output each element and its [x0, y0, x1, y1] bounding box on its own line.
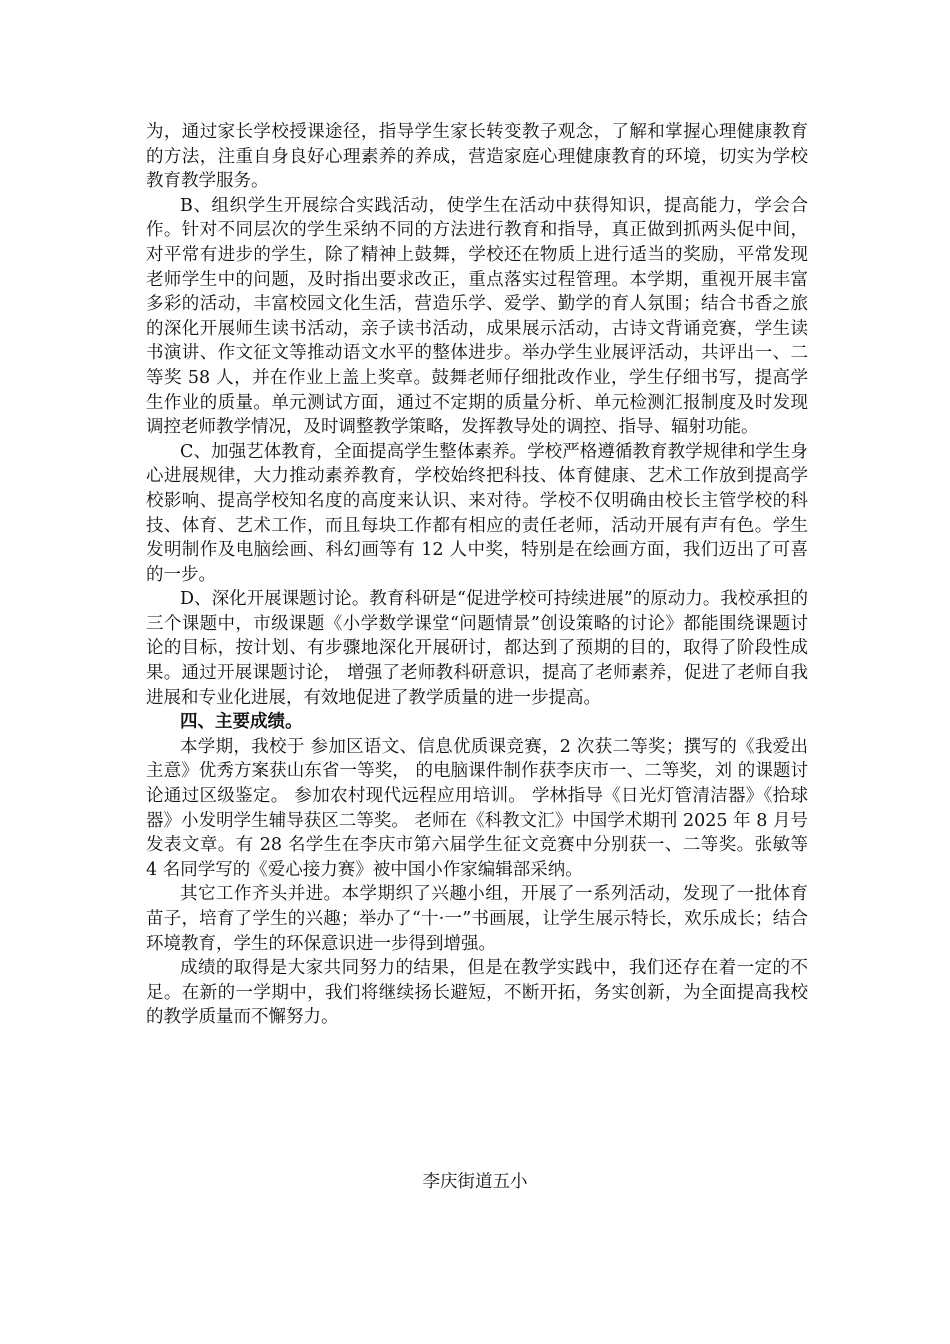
signature: 李庆街道五小	[422, 1172, 528, 1192]
paragraph-other-work: 其它工作齐头并进。本学期织了兴趣小组，开展了一系列活动，发现了一批体育苗子，培育了学生的兴趣；举办了“十·一”书画展，让学生展示特长，欢乐成长；结合环境教育，学生的环保意识进一步得到增强。	[146, 884, 808, 954]
paragraph-d-research: D、深化开展课题讨论。教育科研是“促进学校可持续进展”的原动力。我校承担的三个课题中，市级课题《小学数学课堂“问题情景”创设策略的讨论》都能围绕课题讨论的目标，按计划、有步骤地深化开展研讨，都达到了预期的目的，取得了阶段性成果。通过开展课题讨论， 增强了老师教科研意识，提高了老师素养，促进了老师自我进展和专业化进展，有效地促进了教学质量的进一步提高。	[146, 589, 808, 708]
paragraph-continuation: 为，通过家长学校授课途径，指导学生家长转变教子观念，了解和掌握心理健康教育的方法，注重自身良好心理素养的养成，营造家庭心理健康教育的环境，切实为学校教育教学服务。	[146, 122, 808, 192]
document-body	[146, 120, 808, 1030]
paragraph-conclusion: 成绩的取得是大家共同努力的结果，但是在教学实践中，我们还存在着一定的不足。在新的一学期中，我们将继续扬长避短，不断开拓，务实创新，为全面提高我校的教学质量而不懈努力。	[146, 958, 808, 1028]
section-heading-achievements: 四、主要成绩。	[180, 712, 303, 733]
paragraph-c-arts-education: C、加强艺体教育，全面提高学生整体素养。学校严格遵循教育教学规律和学生身心进展规律，大力推动素养教育，学校始终把科技、体育健康、艺术工作放到提高学校影响、提高学校知名度的高度来认识、来对待。学校不仅明确由校长主管学校的科技、体育、艺术工作，而且每块工作都有相应的责任老师，活动开展有声有色。学生发明制作及电脑绘画、科幻画等有 12 人中奖，特别是在绘画方面，我们迈出了可喜的一步。	[146, 441, 808, 585]
paragraph-achievements: 本学期，我校于 参加区语文、信息优质课竞赛，2 次获二等奖；撰写的《我爱出主意》优秀方案获山东省一等奖， 的电脑课件制作获李庆市一、二等奖，刘 的课题讨论通过区级鉴定。 参加农村现代远程应用培训。 学林指导《日光灯管清洁器》《拾球器》小发明学生辅导获区二等奖。 老师在《科教文汇》中国学术期刊 2025 年 8 月号发表文章。有 28 名学生在李庆市第六届学生征文竞赛中分别获一、二等奖。张敏等 4 名同学写的《爱心接力赛》被中国小作家编辑部采纳。	[146, 736, 808, 880]
paragraph-b-practice-activities: B、组织学生开展综合实践活动，使学生在活动中获得知识，提高能力，学会合作。针对不同层次的学生采纳不同的方法进行教育和指导，真正做到抓两头促中间，对平常有进步的学生，除了精神上鼓舞，学校还在物质上进行适当的奖励，平常发现老师学生中的问题，及时指出要求改正，重点落实过程管理。本学期，重视开展丰富多彩的活动，丰富校园文化生活，营造乐学、爱学、勤学的育人氛围；结合书香之旅的深化开展师生读书活动，亲子读书活动，成果展示活动，古诗文背诵竞赛，学生读书演讲、作文征文等推动语文水平的整体进步。举办学生业展评活动，共评出一、二等奖 58 人，并在作业上盖上奖章。鼓舞老师仔细批改作业，学生仔细书写，提高学生作业的质量。单元测试方面，通过不定期的质量分析、单元检测汇报制度及时发现调控老师教学情况，及时调整教学策略，发挥教导处的调控、指导、辐射功能。	[146, 195, 808, 438]
